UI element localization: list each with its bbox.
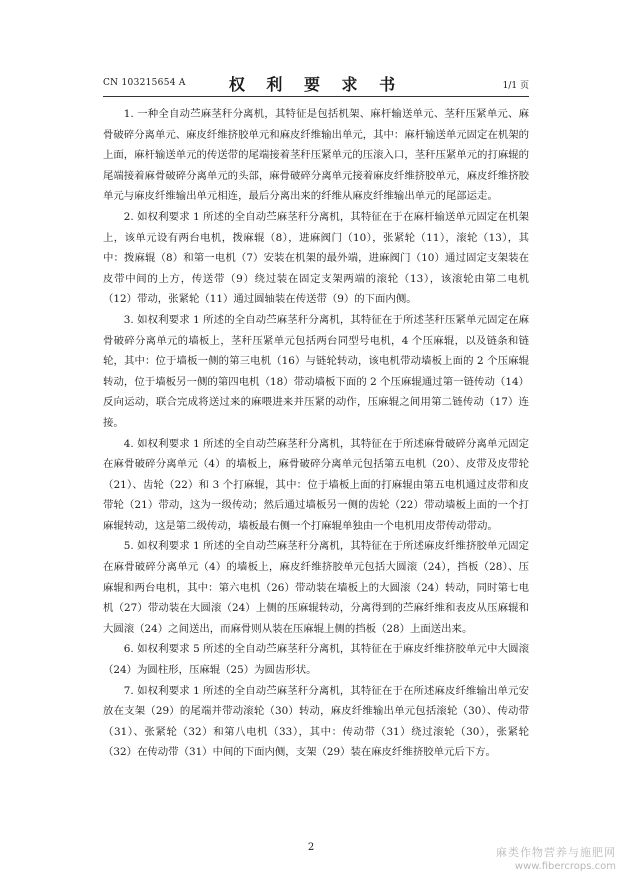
- claim-2: 2. 如权利要求 1 所述的全自动苎麻茎秆分离机，其特征在于在麻杆输送单元固定在机架上，该单元设有两台电机，拨麻辊（8），进麻阀门（10），张紧轮（11），滚轮（13），其中：拨麻辊（8）和第一电机（7）安装在机架的最外端，进麻阀门（10）通过固定支架装在皮带中间的上方，传送带（9）绕过装在固定支架两端的滚轮（13），该滚轮由第二电机（12）带动，张紧轮（11）通过圆轴装在传送带（9）的下面内侧。: [103, 210, 529, 306]
- claim-7: 7. 如权利要求 1 所述的全自动苎麻茎秆分离机，其特征在于在所述麻皮纤维输出单元安放在支架（29）的尾端并带动滚轮（30）转动，麻皮纤维输出单元包括滚轮（30）、传动带（31）、张紧轮（32）和第八电机（33），其中：传动带（31）绕过滚轮（30），张紧轮（32）在传动带（31）中间的下面内侧，支架（29）装在麻皮纤维挤胶单元后下方。: [103, 684, 529, 759]
- watermark-url: www.fibercrops.com: [514, 861, 616, 872]
- claim-3: 3. 如权利要求 1 所述的全自动苎麻茎秆分离机，其特征在于所述茎秆压紧单元固定在麻骨破碎分离单元的墙板上，茎秆压紧单元包括两台同型号电机，4 个压麻辊，以及链条和链轮，其中：位于墙板一侧的第三电机（16）与链轮转动，该电机带动墙板上面的 2 个压麻辊转动，位于墙板另一侧的第四电机（18）带动墙板下面的 2 个压麻辊通过第一链传动（14）反向运动，联合完成将送过来的麻喂进来并压紧的动作，压麻辊之间用第二链传动（17）连接。: [103, 313, 529, 429]
- claim-1: 1. 一种全自动苎麻茎秆分离机，其特征是包括机架、麻杆输送单元、茎秆压紧单元、麻骨破碎分离单元、麻皮纤维挤胶单元和麻皮纤维输出单元，其中：麻杆输送单元固定在机架的上面，麻杆输送单元的传送带的尾端接着茎秆压紧单元的压滚入口，茎秆压紧单元的打麻辊的尾端接着麻骨破碎分离单元的头部，麻骨破碎分离单元接着麻皮纤维挤胶单元，麻皮纤维挤胶单元与麻皮纤维输出单元相连，最后分离出来的纤维从麻皮纤维输出单元的尾部运走。: [103, 108, 530, 203]
- claim-5: 5. 如权利要求 1 所述的全自动苎麻茎秆分离机，其特征在于所述麻皮纤维挤胶单元固定在麻骨破碎分离单元（4）的墙板上，麻皮纤维挤胶单元包括大圆滚（24），挡板（28）、压麻辊和两台电机，其中：第六电机（26）带动装在墙板上的大圆滚（24）转动，同时第七电机（27）带动装在大圆滚（24）上侧的压麻辊转动，分离得到的苎麻纤维和表皮从压麻辊和大圆滚（24）之间送出，而麻骨则从装在压麻辊上侧的挡板（28）上面送出来。: [103, 540, 529, 635]
- page-number: 2: [307, 842, 315, 853]
- site-watermark: [496, 846, 616, 873]
- claim-6: 6. 如权利要求 5 所述的全自动苎麻茎秆分离机，其特征在于麻皮纤维挤胶单元中大圆滚（24）为圆柱形，压麻辊（25）为圆齿形状。: [103, 643, 529, 677]
- claims-body: [103, 104, 529, 763]
- claim-4: 4. 如权利要求 1 所述的全自动苎麻茎秆分离机，其特征在于所述麻骨破碎分离单元固定在麻骨破碎分离单元（4）的墙板上，麻骨破碎分离单元包括第五电机（20）、皮带及皮带轮（21）、齿轮（22）和 3 个打麻辊，其中：位于墙板上面的打麻辊由第五电机通过皮带和皮带轮（21）带动，这为一级传动；然后通过墙板另一侧的齿轮（22）带动墙板上面的一个打麻辊转动，这是第二级传动，墙板最右侧一个打麻辊单独由一个电机用皮带传动带动。: [103, 437, 529, 532]
- header-rule: [103, 96, 529, 97]
- watermark-site-name: 麻类作物营养与施肥网: [496, 846, 616, 859]
- document-title: 权 利 要 求 书: [228, 75, 404, 94]
- publication-number: CN 103215654 A: [103, 78, 186, 88]
- page-count: 1/1 页: [502, 81, 529, 91]
- page-header: [103, 74, 529, 94]
